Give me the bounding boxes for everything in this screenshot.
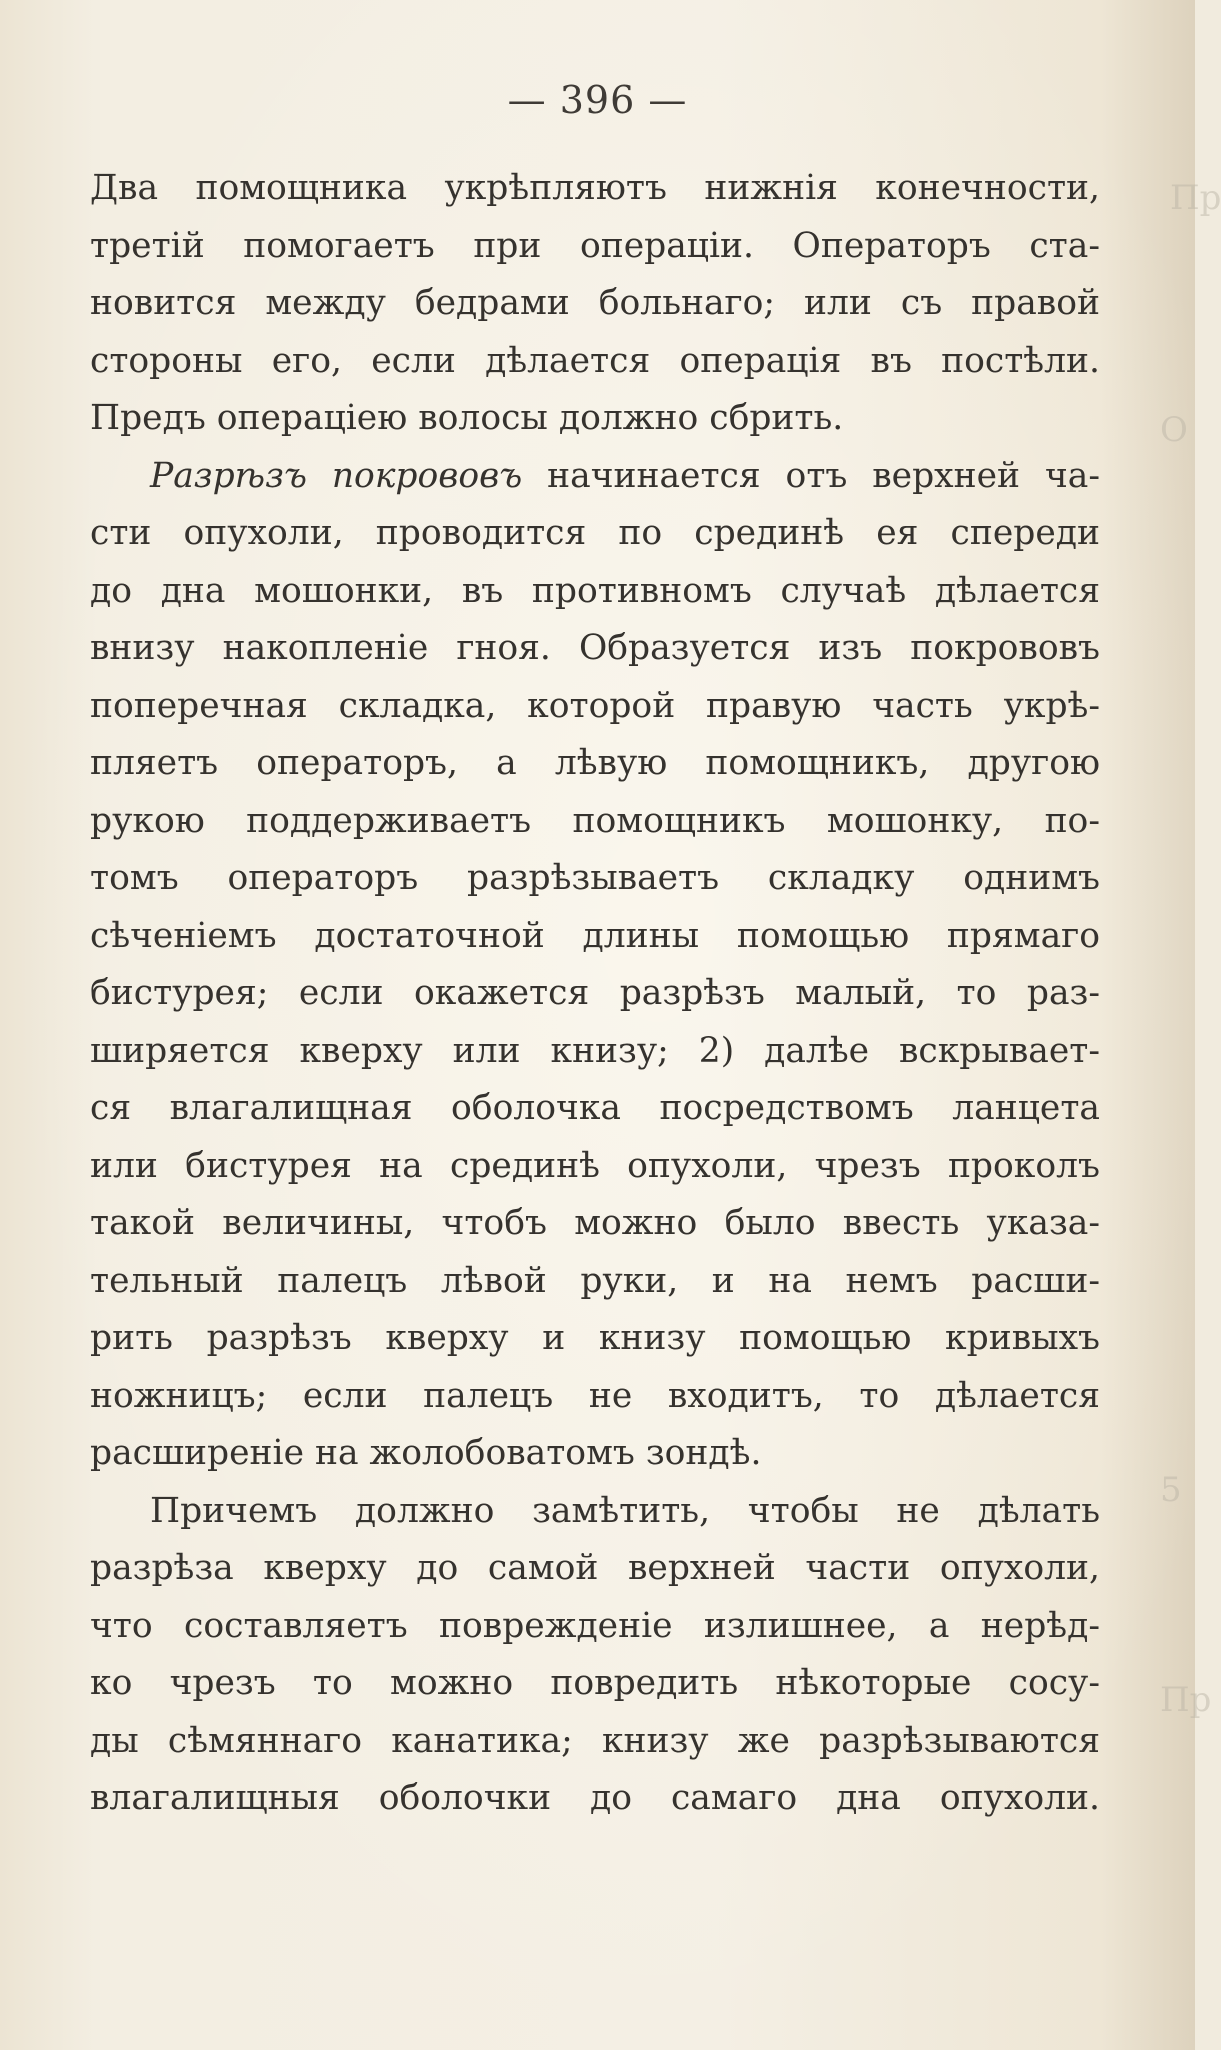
text-line: разрѣза кверху до самой верхней части опухоли, bbox=[90, 1548, 1100, 1588]
bleed-through-mark: О bbox=[1160, 410, 1188, 450]
text-line: ширяется кверху или книзу; 2) далѣе вскрывает- bbox=[90, 1030, 1100, 1071]
text-line: или бистурея на срединѣ опухоли, чрезъ проколъ bbox=[90, 1145, 1100, 1186]
text-line bbox=[90, 448, 1100, 506]
bleed-through-mark: Пр bbox=[1160, 1680, 1212, 1720]
text-line: рукою поддерживаетъ помощникъ мошонку, по- bbox=[90, 800, 1100, 841]
paragraph bbox=[90, 448, 1100, 1483]
text-line: Предъ операціею волосы должно сбрить. bbox=[90, 398, 844, 438]
text-line: Два помощника укрѣпляютъ нижнія конечности, bbox=[90, 168, 1100, 208]
paragraph bbox=[90, 160, 1100, 448]
text-line: третій помогаетъ при операціи. Операторъ ста- bbox=[90, 225, 1100, 266]
text-line: расширеніе на жолобоватомъ зондѣ. bbox=[90, 1433, 762, 1473]
bleed-through-mark: 5 bbox=[1160, 1470, 1182, 1510]
text-line: ножницъ; если палецъ не входитъ, то дѣлается bbox=[90, 1375, 1100, 1416]
italic-heading: Разрѣзъ покрововъ bbox=[150, 455, 523, 496]
text-line: Причемъ должно замѣтить, чтобы не дѣлать bbox=[150, 1490, 1100, 1531]
text-line: ся влагалищная оболочка посредствомъ ланцета bbox=[90, 1088, 1100, 1128]
text-line: тельный палецъ лѣвой руки, и на немъ расши- bbox=[90, 1260, 1100, 1301]
text-line: до дна мошонки, въ противномъ случаѣ дѣлается bbox=[90, 570, 1100, 611]
text-line: такой величины, чтобъ можно было ввесть указа- bbox=[90, 1203, 1100, 1243]
text-line: сти опухоли, проводится по срединѣ ея спереди bbox=[90, 513, 1100, 553]
text-line: стороны его, если дѣлается операція въ постѣли. bbox=[90, 340, 1100, 381]
text-line: поперечная складка, которой правую часть укрѣ- bbox=[90, 685, 1100, 726]
text-line: пляетъ операторъ, а лѣвую помощникъ, другою bbox=[90, 743, 1100, 783]
text-line: ко чрезъ то можно повредить нѣкоторые сосу- bbox=[90, 1663, 1100, 1703]
text-line: новится между бедрами больнаго; или съ правой bbox=[90, 283, 1100, 323]
text-line: рить разрѣзъ кверху и книзу помощью кривыхъ bbox=[90, 1318, 1100, 1358]
text-fragment: начинается отъ верхней ча- bbox=[547, 455, 1100, 496]
text-line: сѣченіемъ достаточной длины помощью прямаго bbox=[90, 915, 1100, 956]
text-line: ды сѣмяннаго канатика; книзу же разрѣзываются bbox=[90, 1720, 1100, 1761]
body-text bbox=[90, 160, 1100, 1828]
text-line: влагалищныя оболочки до самаго дна опухоли. bbox=[90, 1778, 1100, 1818]
bleed-through-mark: Пр bbox=[1170, 178, 1221, 218]
text-line: что составляетъ поврежденіе излишнее, а нерѣд- bbox=[90, 1605, 1100, 1646]
page-number: — 396 — bbox=[507, 78, 688, 122]
text-line: внизу накопленіе гноя. Образуется изъ покрововъ bbox=[90, 628, 1100, 668]
text-line: бистурея; если окажется разрѣзъ малый, то раз- bbox=[90, 973, 1100, 1013]
text-line: томъ операторъ разрѣзываетъ складку однимъ bbox=[90, 858, 1100, 898]
paragraph bbox=[90, 1483, 1100, 1828]
